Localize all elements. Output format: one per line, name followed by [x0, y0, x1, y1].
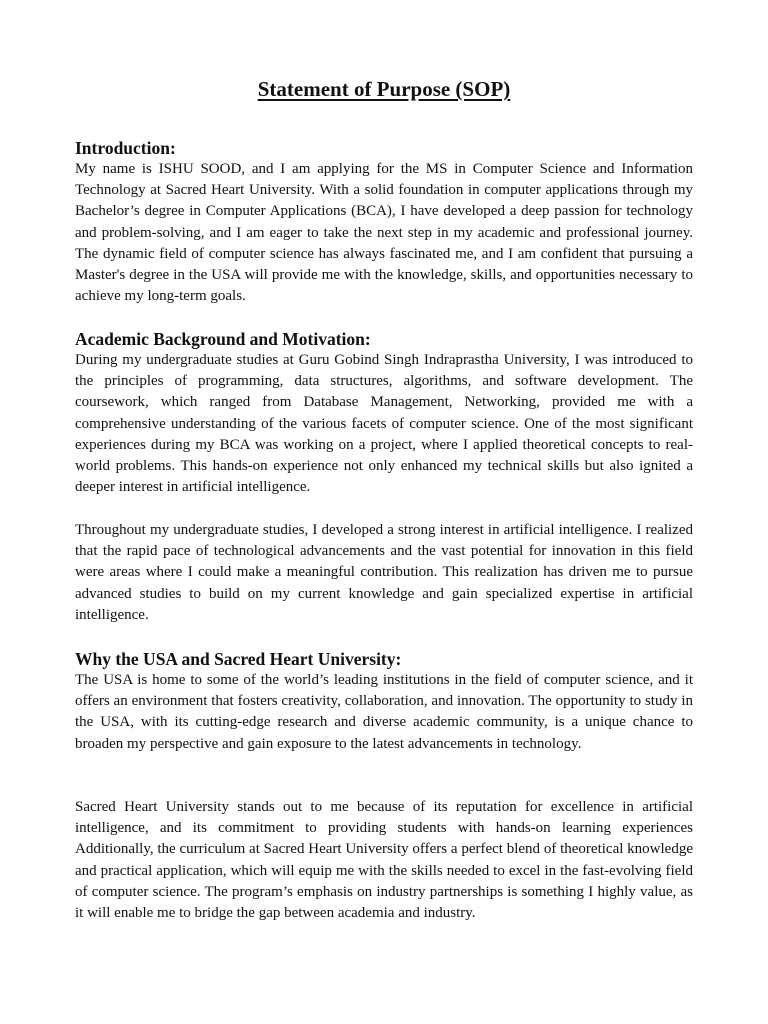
paragraph: My name is ISHU SOOD, and I am applying for the MS in Computer Science and Information Technology at Sacred Heart University. With a solid foundation in computer applications through my Bachelor’s degree in Computer Applications (BCA), I have developed a deep passion for technology and problem-solving, and I am eager to take the next step in my academic and professional journey. The dynamic field of computer science has always fascinated me, and I am confident that pursuing a Master's degree in the USA will provide me with the knowledge, skills, and opportunities necessary to achieve my long-term goals.	[75, 161, 693, 305]
paragraph: During my undergraduate studies at Guru Gobind Singh Indraprastha University, I was introduced to the principles of programming, data structures, algorithms, and software development. The coursework, which ranged from Database Management, Networking, provided me with a comprehensive understanding of the various facets of computer science. One of the most significant experiences during my BCA was working on a project, where I applied theoretical concepts to real-world problems. This hands-on experience not only enhanced my technical skills but also ignited a deeper interest in artificial intelligence.	[75, 352, 693, 496]
section-introduction	[75, 137, 693, 307]
section-heading: Academic Background and Motivation:	[75, 329, 371, 349]
paragraph: The USA is home to some of the world’s leading institutions in the field of computer science, and it offers an environment that fosters creativity, collaboration, and innovation. The opportunity to study in the USA, with its cutting-edge research and diverse academic community, is a unique chance to broaden my perspective and gain exposure to the latest advancements in technology.	[75, 672, 693, 752]
section-academic-background	[75, 328, 693, 498]
section-heading: Introduction:	[75, 138, 176, 158]
paragraph: Sacred Heart University stands out to me because of its reputation for excellence in artificial intelligence, and its commitment to providing students with hands-on learning experiences Additionally, the curriculum at Sacred Heart University offers a perfect blend of theoretical knowledge and practical application, which will equip me with the skills needed to excel in the fast-evolving field of computer science. The program’s emphasis on industry partnerships is something I highly value, as it will enable me to bridge the gap between academia and industry.	[75, 799, 693, 922]
section-heading: Why the USA and Sacred Heart University:	[75, 649, 402, 669]
paragraph: Throughout my undergraduate studies, I developed a strong interest in artificial intelligence. I realized that the rapid pace of technological advancements and the vast potential for innovation in this field were areas where I could make a meaningful contribution. This realization has driven me to pursue advanced studies to build on my current knowledge and gain specialized expertise in artificial intelligence.	[75, 522, 693, 623]
section-why-usa	[75, 648, 693, 755]
section-why-sacred-heart	[75, 797, 693, 924]
section-academic-background-continued	[75, 520, 693, 626]
document-title: Statement of Purpose (SOP)	[257, 77, 511, 101]
